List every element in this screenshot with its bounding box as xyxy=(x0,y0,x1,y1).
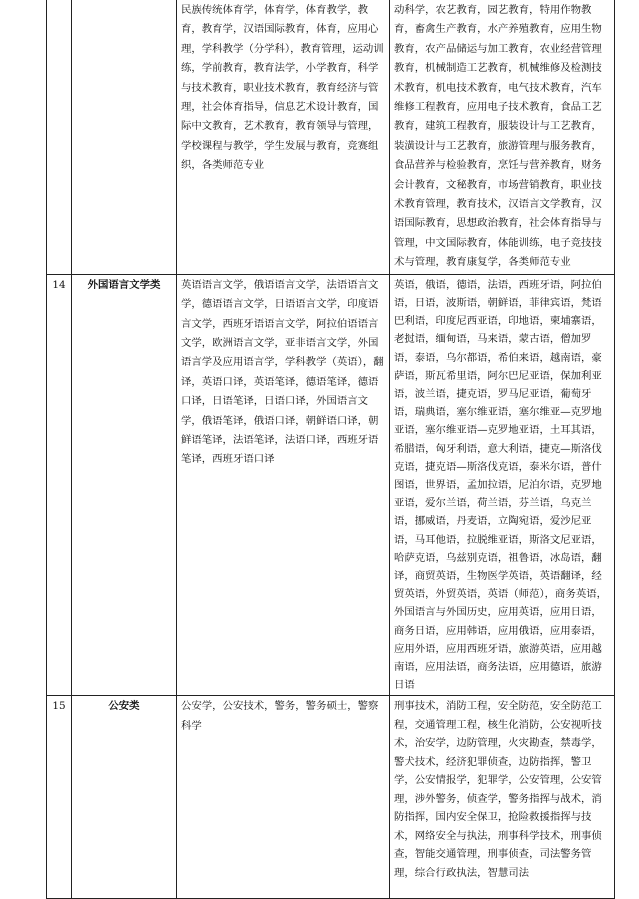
category-name: 公安类 xyxy=(72,696,177,899)
graduate-majors-cell: 公安学，公安技术，警务，警务硕士，警察科学 xyxy=(177,696,390,899)
table-row xyxy=(47,274,615,696)
row-number: 14 xyxy=(47,274,72,696)
undergraduate-majors-cell: 刑事技术，消防工程，安全防范，安全防范工程，交通管理工程，核生化消防，公安视听技术，治安学，边防管理，火灾勘查，禁毒学，警犬技术，经济犯罪侦查，边防指挥，警卫学，公安情报学，犯罪学，公安管理，公安管理，涉外警务，侦查学，警务指挥与战术，消防指挥，国内安全保卫，抢险救援指挥与技术，网络安全与执法，刑事科学技术，刑事侦查，智能交通管理，刑事侦查，司法警务管理，综合行政执法，智慧司法 xyxy=(390,696,615,899)
category-name: 外国语言文学类 xyxy=(72,274,177,696)
undergraduate-majors-cell: 英语，俄语，德语，法语，西班牙语，阿拉伯语，日语，波斯语，朝鲜语，菲律宾语，梵语巴利语，印度尼西亚语，印地语，柬埔寨语，老挝语，缅甸语，马来语，蒙古语，僧加罗语，泰语，乌尔都语，希伯来语，越南语，豪萨语，斯瓦希里语，阿尔巴尼亚语，保加利亚语，波兰语，捷克语，罗马尼亚语，葡萄牙语，瑞典语，塞尔维亚语，塞尔维亚—克罗地亚语，塞尔维亚语—克罗地亚语，土耳其语，希腊语，匈牙利语，意大利语，捷克—斯洛伐克语，捷克语—斯洛伐克语，泰米尔语，普什图语，世界语，孟加拉语，尼泊尔语，克罗地亚语，爱尔兰语，荷兰语，芬兰语，乌克兰语，挪威语，丹麦语，立陶宛语，爱沙尼亚语，马耳他语，拉脱维亚语，斯洛文尼亚语，哈萨克语，乌兹别克语，祖鲁语，冰岛语，翻译，商贸英语，生物医学英语，英语翻译，经贸英语，外贸英语，英语（师范），商务英语，外国语言与外国历史，应用英语，应用日语，商务日语，应用韩语，应用俄语，应用泰语，应用外语，应用西班牙语，旅游英语，应用越南语，应用法语，商务法语，应用德语，旅游日语 xyxy=(390,274,615,696)
major-catalog-table xyxy=(46,0,615,899)
undergraduate-majors-cell: 动科学，农艺教育，园艺教育，特用作物教育，畜禽生产教育，水产养殖教育，应用生物教育，农产品储运与加工教育，农业经营管理教育，机械制造工艺教育，机械维修及检测技术教育，机电技术教育，电气技术教育，汽车维修工程教育，应用电子技术教育，食品工艺教育，建筑工程教育，服装设计与工艺教育，装潢设计与工艺教育，旅游管理与服务教育，食品营养与检验教育，烹饪与营养教育，财务会计教育，文秘教育，市场营销教育，职业技术教育管理，教育技术，汉语言文学教育，汉语国际教育，思想政治教育，社会体育指导与管理，中文国际教育，体能训练，电子竞技技术与管理，教育康复学，各类师范专业 xyxy=(390,0,615,274)
row-number xyxy=(47,0,72,274)
graduate-majors-cell: 民族传统体育学，体育学，体育教学，教育，教育学，汉语国际教育，体育，应用心理，学科教学（分学科），教育管理，运动训练，学前教育，教育法学，小学教育，科学与技术教育，职业技术教育，教育经济与管理，社会体育指导，信息艺术设计教育，国际中文教育，艺术教育，教育领导与管理，学校课程与教学，学生发展与教育，竞赛组织，各类师范专业 xyxy=(177,0,390,274)
category-name xyxy=(72,0,177,274)
graduate-majors-cell: 英语语言文学，俄语语言文学，法语语言文学，德语语言文学，日语语言文学，印度语言文学，西班牙语语言文学，阿拉伯语语言文学，欧洲语言文学，亚非语言文学，外国语言学及应用语言学，学科教学（英语），翻译，英语口译，英语笔译，德语笔译，德语口译，日语笔译，日语口译，外国语言文学，俄语笔译，俄语口译，朝鲜语口译，朝鲜语笔译，法语笔译，法语口译，西班牙语笔译，西班牙语口译 xyxy=(177,274,390,696)
row-number: 15 xyxy=(47,696,72,899)
table-row xyxy=(47,0,615,274)
table-row xyxy=(47,696,615,899)
